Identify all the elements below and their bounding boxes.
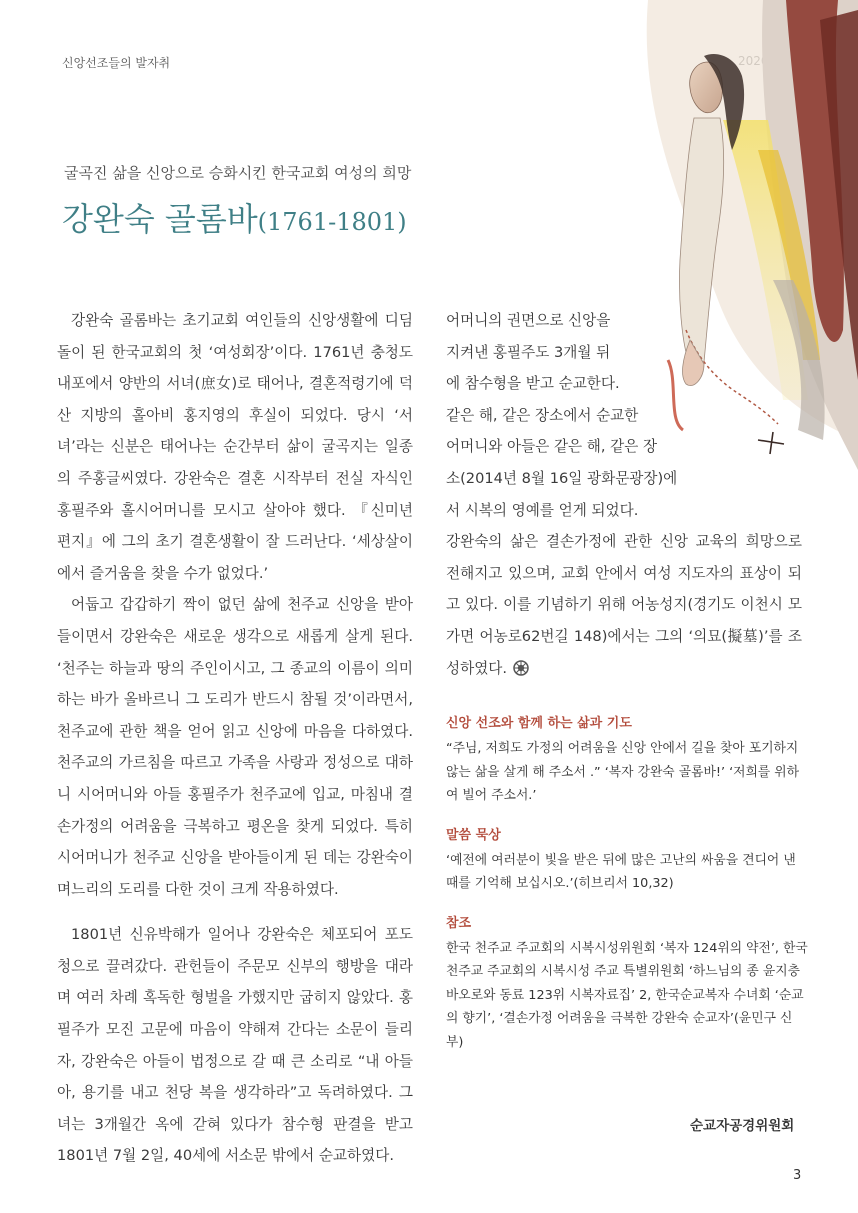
prayer-box	[446, 712, 808, 1070]
end-mark-icon	[513, 660, 529, 676]
body-paragraph: 강완숙 골롬바는 초기교회 여인들의 신앙생활에 디딤돌이 된 한국교회의 첫 ‘여성회장’이다. 1761년 충청도 내포에서 양반의 서녀(庶女)로 태어나, 결혼적령기에 덕산 지방의 홀아비 홍지영의 후실이 되었다. 당시 ‘서녀’라는 신분은 태어나는 순간부터 삶이 굴곡지는 일종의 주홍글씨였다. 강완숙은 결혼 시작부터 전실 자식인 홍필주와 홀시어머니를 모시고 살아야 했다. 『신미년 편지』에 그의 초기 결혼생활이 잘 드러난다. ‘세상살이에서 즐거움을 찾을 수가 없었다.’	[57, 312, 413, 582]
word-heading: 말씀 묵상	[446, 827, 501, 843]
body-paragraph	[446, 526, 802, 684]
article-subtitle: 굴곡진 삶을 신앙으로 승화시킨 한국교회 여성의 희망	[64, 164, 412, 182]
reference-text: 한국 천주교 주교회의 시복시성위원회 ‘복자 124위의 약전’, 한국 천주교 주교회의 시복시성 주교 특별위원회 ‘하느님의 종 윤지충 바오로와 동료 123위 시복자료집’ 2, 한국순교복자 수녀회 ‘순교의 향기’, ‘결손가정 어려움을 극복한 강완숙 순교자’(윤민구 신부)	[446, 940, 808, 1050]
word-text: ‘예전에 여러분이 빛을 받은 뒤에 많은 고난의 싸움을 견디어 낸 때를 기억해 보십시오.’(히브리서 10,32)	[446, 852, 796, 891]
prayer-text: “주님, 저희도 가정의 어려움을 신앙 안에서 길을 찾아 포기하지 않는 삶을 살게 해 주소서 .” ‘복자 강완숙 골롬바!’ ‘저희를 위하여 빌어 주소서.’	[446, 741, 800, 803]
page-number: 3	[793, 1168, 802, 1183]
prayer-heading: 신앙 선조와 함께 하는 삶과 기도	[446, 716, 632, 731]
body-paragraph: 1801년 신유박해가 일어나 강완숙은 체포되어 포도청으로 끌려갔다. 관헌들이 주문모 신부의 행방을 대라며 여러 차례 혹독한 형벌을 가했지만 굽히지 않았다. 홍필주가 모진 고문에 마음이 약해져 간다는 소문이 들리자, 강완숙은 아들이 법정으로 갈 때 큰 소리로 “내 아들아, 용기를 내고 천당 복을 생각하라”고 독려하였다. 그녀는 3개월간 옥에 갇혀 있다가 참수형 판결을 받고 1801년 7월 2일, 40세에 서소문 밖에서 순교하였다.	[57, 926, 413, 1165]
right-column	[446, 305, 802, 684]
body-line: 서 시복의 영예를 얻게 되었다.	[446, 501, 639, 519]
reference-heading: 참조	[446, 915, 472, 931]
closing-paragraph-text: 강완숙의 삶은 결손가정에 관한 신앙 교육의 희망으로 전해지고 있으며, 교회 안에서 여성 지도자의 표상이 되고 있다. 이를 기념하기 위해 어농성지(경기도 이천시 모가면 어농로62번길 148)에서는 그의 ‘의묘(擬墓)’를 조성하였다.	[446, 533, 802, 677]
title-years: (1761-1801)	[257, 208, 407, 236]
title-name: 강완숙 골롬바	[62, 200, 258, 238]
body-line: 같은 해, 같은 장소에서 순교한	[446, 406, 639, 424]
body-line: 지켜낸 홍필주도 3개월 뒤	[446, 343, 611, 361]
body-line: 어머니와 아들은 같은 해, 같은 장	[446, 438, 658, 456]
running-head: 신앙선조들의 발자취	[62, 56, 171, 70]
body-line: 소(2014년 8월 16일 광화문광장)에	[446, 469, 678, 487]
body-line: 에 참수형을 받고 순교한다.	[446, 375, 620, 393]
body-line: 어머니의 권면으로 신앙을	[446, 312, 611, 329]
body-paragraph: 어둡고 갑갑하기 짝이 없던 삶에 천주교 신앙을 받아들이면서 강완숙은 새로운 생각으로 새롭게 살게 된다. ‘천주는 하늘과 땅의 주인이시고, 그 종교의 이름이 의미하는 바가 올바르니 그 도리가 반드시 참될 것’이라면서, 천주교에 관한 책을 얻어 읽고 신앙에 마음을 다하였다. 천주교의 가르침을 따르고 가족을 사랑과 정성으로 대하니 시어머니와 아들 홍필주가 천주교에 입교, 마침내 결손가정의 어려움을 극복하고 평온을 찾게 되었다. 특히 시어머니가 천주교 신앙을 받아들이게 된 데는 강완숙이 며느리의 도리를 다한 것이 크게 작용하였다.	[57, 596, 413, 898]
organization: 순교자공경위원회	[690, 1118, 795, 1134]
article-title	[62, 194, 407, 240]
left-column	[57, 305, 413, 1172]
